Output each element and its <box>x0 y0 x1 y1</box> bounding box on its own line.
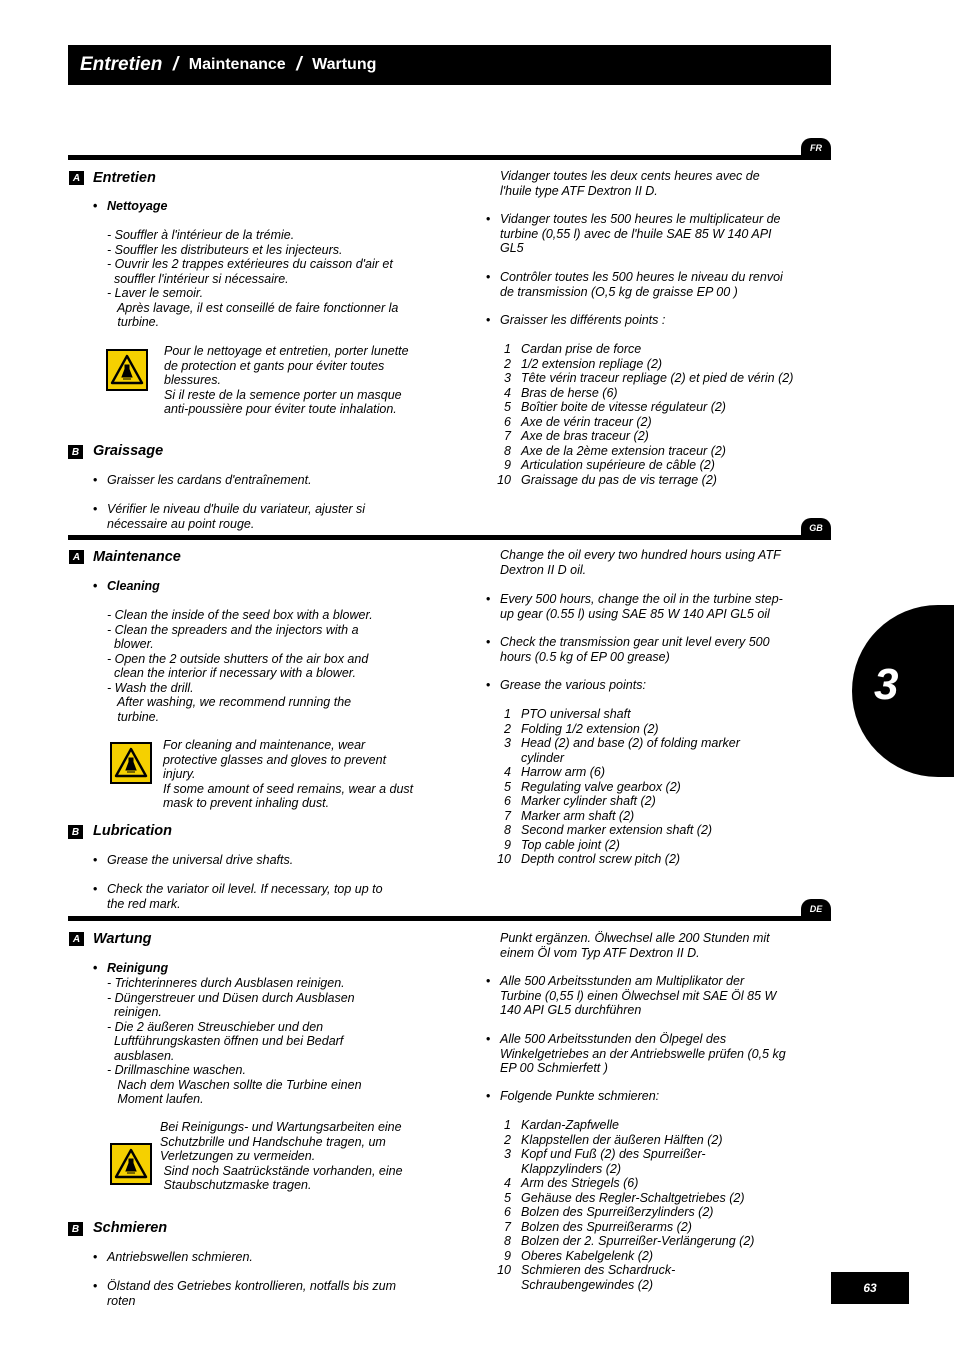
cleaning-step-line: turbine. <box>107 315 160 329</box>
grease-point-number: 3 <box>504 736 511 750</box>
bullet-text: Vérifier le niveau d'huile du variateur, ajuster si <box>107 502 366 516</box>
section-title-b: Graissage <box>93 443 164 459</box>
grease-point-number: 5 <box>504 400 511 414</box>
cleaning-step-line: - Laver le semoir. <box>107 286 204 300</box>
maintenance-bullet-line <box>486 1047 816 1062</box>
grease-point-item <box>495 1191 815 1206</box>
cleaning-step-line: Nach dem Waschen sollte die Turbine einen <box>107 1077 362 1092</box>
grease-point-item <box>495 823 815 838</box>
grease-point-label: Axe de la 2ème extension traceur (2) <box>521 443 726 458</box>
subsection-label: Cleaning <box>107 579 160 593</box>
grease-point-label: Arm des Striegels (6) <box>521 1176 639 1190</box>
grease-point-label: Axe de bras traceur (2) <box>521 429 649 443</box>
maintenance-bullet-line <box>486 607 816 622</box>
warning-triangle-icon <box>110 1143 152 1185</box>
grease-point-label: Schraubengewindes (2) <box>521 1277 654 1292</box>
maintenance-bullet-line <box>486 974 816 989</box>
grease-point-label: Depth control screw pitch (2) <box>521 852 681 866</box>
bullet-dot <box>486 989 500 1004</box>
grease-point-item <box>495 1176 815 1191</box>
bullet-text: Check the variator oil level. If necessary, top up to <box>107 882 383 896</box>
header-title-gb: Maintenance <box>188 56 286 73</box>
grease-point-label: Top cable joint (2) <box>521 837 620 852</box>
cleaning-step-line: - Die 2 äußeren Streuschieber und den <box>107 1019 324 1034</box>
warning-text-line: injury. <box>163 767 196 781</box>
grease-point-number: 8 <box>504 823 511 837</box>
section-rule <box>68 916 831 921</box>
grease-point-item <box>495 1220 815 1235</box>
grease-point-number: 4 <box>504 385 511 400</box>
grease-point-label: Bolzen der 2. Spurreißer-Verlängerung (2) <box>521 1234 755 1248</box>
bullet-dot: • <box>486 678 491 692</box>
grease-point-number: 4 <box>504 1176 511 1190</box>
warning-text-line: de protection et gants pour éviter toutes <box>164 358 385 373</box>
maintenance-bullet-line <box>486 635 816 650</box>
lubrication-bullet-line <box>93 1279 433 1294</box>
cleaning-step-line: - Düngerstreuer und Düsen durch Ausblasen <box>107 990 355 1005</box>
maintenance-bullet-line <box>486 650 816 665</box>
chapter-number: 3 <box>874 660 899 709</box>
section-letter-b: B <box>68 445 83 459</box>
grease-point-number: 3 <box>504 1147 511 1161</box>
section-title-b: Lubrication <box>93 823 172 839</box>
bullet-text: Alle 500 Arbeitsstunden am Multiplikator der <box>500 974 745 988</box>
bullet-text: Check the transmission gear unit level every 500 <box>500 635 770 649</box>
grease-point-number: 7 <box>504 429 511 443</box>
grease-points-bullet <box>486 1089 816 1104</box>
bullet-dot: • <box>93 502 98 516</box>
maintenance-bullet-line <box>486 989 816 1004</box>
cleaning-step-line: reinigen. <box>107 1005 162 1019</box>
cleaning-step-line: - Trichterinneres durch Ausblasen reinigen. <box>107 976 345 990</box>
section-letter-a: A <box>69 932 84 946</box>
grease-point-number: 1 <box>504 707 511 721</box>
cleaning-step-line: Luftführungskasten öffnen und bei Bedarf <box>107 1034 344 1048</box>
bullet-dot: • <box>486 313 491 327</box>
maintenance-bullet-line <box>486 270 816 285</box>
lubrication-bullet-line <box>93 1294 433 1309</box>
section-title-a: Wartung <box>93 931 152 947</box>
cleaning-step-line: blower. <box>107 637 154 651</box>
grease-point-number: 5 <box>504 1190 511 1205</box>
warning-text-line: Sind noch Saatrückstände vorhanden, eine <box>160 1163 403 1178</box>
cleaning-step-line: - Clean the inside of the seed box with a blower. <box>107 608 373 622</box>
grease-point-label: PTO universal shaft <box>521 707 631 721</box>
warning-triangle-icon <box>110 742 152 784</box>
chapter-tab <box>852 605 954 777</box>
warning-text-line: anti-poussière pour éviter toute inhalation. <box>164 402 397 416</box>
section-letter-b: B <box>68 1222 83 1236</box>
grease-points-bullet <box>486 678 816 693</box>
bullet-dot <box>93 517 107 532</box>
grease-point-number: 2 <box>504 1132 511 1147</box>
grease-point-label: Boîtier boite de vitesse régulateur (2) <box>521 400 726 414</box>
grease-point-item <box>495 1263 815 1278</box>
grease-point-number: 6 <box>504 794 511 808</box>
grease-point-label: cylinder <box>521 750 565 765</box>
cleaning-step-line: Moment laufen. <box>107 1092 204 1106</box>
grease-point-item <box>495 809 815 824</box>
bullet-text: EP 00 Schmierfett ) <box>500 1061 608 1075</box>
bullet-text: Winkelgetriebes an der Antriebswelle prüfen (0,5 kg <box>500 1046 786 1061</box>
grease-point-item <box>495 415 815 430</box>
grease-point-label: Bolzen des Spurreißerzylinders (2) <box>521 1205 714 1219</box>
bullet-text: Vidanger toutes les 500 heures le multiplicateur de <box>500 212 781 226</box>
bullet-dot <box>486 607 500 622</box>
warning-text-line: Bei Reinigungs- und Wartungsarbeiten eine <box>160 1120 402 1134</box>
cleaning-step-line: - Souffler les distributeurs et les injecteurs. <box>107 242 343 257</box>
grease-point-number: 8 <box>504 443 511 458</box>
lubrication-bullet-line <box>93 502 433 517</box>
grease-point-label: Folding 1/2 extension (2) <box>521 721 659 736</box>
lubrication-bullet-line <box>93 882 433 897</box>
grease-point-item <box>495 1205 815 1220</box>
bullet-dot <box>486 650 500 665</box>
grease-point-item <box>495 342 815 357</box>
grease-point-label: Axe de vérin traceur (2) <box>521 414 652 429</box>
warning-triangle-icon <box>106 349 148 391</box>
bullet-text: Contrôler toutes les 500 heures le niveau du renvoi <box>500 270 783 284</box>
grease-point-number <box>495 1162 521 1177</box>
grease-point-label: Oberes Kabelgelenk (2) <box>521 1248 654 1263</box>
grease-point-label: 1/2 extension repliage (2) <box>521 356 663 371</box>
grease-point-number: 8 <box>504 1234 511 1248</box>
grease-point-item <box>495 722 815 737</box>
section-letter-b: B <box>68 825 83 839</box>
oil-change-intro-line: einem Öl vom Typ ATF Dextron II D. <box>500 945 700 960</box>
cleaning-step-line: - Open the 2 outside shutters of the air box and <box>107 651 369 666</box>
lubrication-bullet <box>93 1250 433 1265</box>
grease-point-item <box>495 1234 815 1249</box>
subsection-title <box>93 579 423 594</box>
grease-point-item <box>495 852 815 867</box>
bullet-text: Ölstand des Getriebes kontrollieren, notfalls bis zum <box>107 1279 397 1293</box>
lubrication-bullet-line <box>93 517 433 532</box>
grease-point-item <box>495 707 815 722</box>
maintenance-bullet-line <box>486 285 816 300</box>
bullet-text: GL5 <box>500 241 524 255</box>
oil-change-intro-line: l'huile type ATF Dextron II D. <box>500 183 658 198</box>
grease-points-bullet <box>486 313 816 328</box>
grease-point-item <box>495 1249 815 1264</box>
bullet-dot: • <box>93 473 98 487</box>
section-rule <box>68 155 831 160</box>
cleaning-step-line: Après lavage, il est conseillé de faire fonctionner la <box>107 300 399 315</box>
bullet-dot: • <box>93 1250 98 1264</box>
grease-point-item <box>495 444 815 459</box>
oil-change-intro-line: Punkt ergänzen. Ölwechsel alle 200 Stunden mit <box>500 931 770 945</box>
grease-point-label: Bolzen des Spurreißerarms (2) <box>521 1219 692 1234</box>
grease-point-label: Regulating valve gearbox (2) <box>521 779 681 794</box>
grease-point-item <box>495 1118 815 1133</box>
grease-point-item <box>495 357 815 372</box>
bullet-dot: • <box>486 270 491 284</box>
bullet-text: Graisser les cardans d'entraînement. <box>107 473 312 487</box>
page-number: 63 <box>831 1272 909 1304</box>
bullet-dot <box>486 1061 500 1076</box>
grease-point-number: 5 <box>504 779 511 794</box>
grease-point-label: Klappzylinders (2) <box>521 1161 622 1176</box>
bullet-text: Every 500 hours, change the oil in the turbine step- <box>500 592 783 606</box>
cleaning-step-line: - Wash the drill. <box>107 680 194 695</box>
cleaning-step-line: - Ouvrir les 2 trappes extérieures du caisson d'air et <box>107 257 393 271</box>
header-bar <box>68 45 831 85</box>
oil-change-intro-line: Vidanger toutes les deux cents heures avec de <box>500 169 760 183</box>
grease-point-label: Second marker extension shaft (2) <box>521 823 713 837</box>
language-tab-fr: FR <box>801 138 831 158</box>
grease-point-item <box>495 1133 815 1148</box>
grease-point-number: 1 <box>504 1118 511 1132</box>
grease-point-number: 2 <box>504 721 511 736</box>
grease-point-number: 1 <box>504 342 511 356</box>
grease-point-number: 6 <box>504 414 511 429</box>
cleaning-step-line: - Drillmaschine waschen. <box>107 1063 246 1077</box>
maintenance-bullet-line <box>486 212 816 227</box>
grease-point-label: Kardan-Zapfwelle <box>521 1118 619 1132</box>
grease-point-label: Head (2) and base (2) of folding marker <box>521 736 740 750</box>
warning-text-line: Verletzungen zu vermeiden. <box>160 1149 316 1163</box>
bullet-dot <box>93 1294 107 1309</box>
grease-point-number: 7 <box>504 808 511 823</box>
grease-point-item <box>495 838 815 853</box>
oil-change-intro-line: Dextron II D oil. <box>500 562 587 577</box>
warning-text-line: protective glasses and gloves to prevent <box>163 752 387 767</box>
grease-point-number: 6 <box>504 1205 511 1219</box>
subsection-title <box>93 961 423 976</box>
bullet-dot <box>486 1003 500 1018</box>
bullet-dot: • <box>93 961 98 975</box>
bullet-dot: • <box>486 212 491 226</box>
grease-point-number <box>495 751 521 766</box>
subsection-title <box>93 199 423 214</box>
bullet-text: Turbine (0,55 l) einen Ölwechsel mit SAE Öl 85 W <box>500 988 777 1003</box>
bullet-text: Antriebswellen schmieren. <box>107 1250 253 1264</box>
bullet-dot: • <box>93 199 98 213</box>
grease-point-number: 4 <box>504 765 511 779</box>
bullet-text: de transmission (O,5 kg de graisse EP 00 ) <box>500 284 738 299</box>
grease-point-item <box>495 458 815 473</box>
grease-point-item <box>495 751 815 766</box>
maintenance-bullet-line <box>486 227 816 242</box>
header-separator: / <box>296 54 302 75</box>
cleaning-step-line: - Souffler à l'intérieur de la trémie. <box>107 228 295 242</box>
warning-text-line: For cleaning and maintenance, wear <box>163 738 366 752</box>
grease-point-number: 9 <box>504 458 511 472</box>
cleaning-step-line: clean the interior if necessary with a blower. <box>107 666 356 680</box>
cleaning-step-line: - Clean the spreaders and the injectors with a <box>107 622 359 637</box>
cleaning-step-line: After washing, we recommend running the <box>107 695 352 709</box>
maintenance-bullet-line <box>486 1032 816 1047</box>
bullet-dot: • <box>93 882 98 896</box>
maintenance-bullet-line <box>486 1061 816 1076</box>
warning-text-line: blessures. <box>164 373 221 387</box>
bullet-text: hours (0.5 kg of EP 00 grease) <box>500 649 670 664</box>
grease-point-label: Gehäuse des Regler-Schaltgetriebes (2) <box>521 1190 745 1205</box>
section-letter-a: A <box>69 550 84 564</box>
grease-point-label: Tête vérin traceur repliage (2) et pied de vérin (2) <box>521 371 794 385</box>
bullet-text: Grease the various points: <box>500 678 646 692</box>
grease-point-label: Kopf und Fuß (2) des Spurreißer- <box>521 1147 706 1161</box>
maintenance-bullet-line <box>486 1003 816 1018</box>
bullet-text: Grease the universal drive shafts. <box>107 853 294 867</box>
grease-point-item <box>495 794 815 809</box>
grease-point-label: Cardan prise de force <box>521 342 642 356</box>
subsection-label: Reinigung <box>107 961 169 975</box>
section-title-a: Entretien <box>93 170 156 186</box>
bullet-dot: • <box>486 974 491 988</box>
bullet-text: Alle 500 Arbeitsstunden den Ölpegel des <box>500 1032 727 1046</box>
cleaning-step-line: ausblasen. <box>107 1048 175 1063</box>
bullet-dot: • <box>486 1032 491 1046</box>
oil-change-intro-line: Change the oil every two hundred hours using ATF <box>500 548 781 562</box>
grease-point-number: 9 <box>504 1248 511 1263</box>
section-title-a: Maintenance <box>93 549 181 565</box>
maintenance-bullet-line <box>486 592 816 607</box>
grease-point-item <box>495 371 815 386</box>
grease-point-number: 10 <box>497 472 511 487</box>
bullet-dot: • <box>486 592 491 606</box>
grease-point-item <box>495 780 815 795</box>
warning-text-line: Schutzbrille und Handschuhe tragen, um <box>160 1134 386 1149</box>
warning-text-line: Si il reste de la semence porter un masque <box>164 387 402 402</box>
header-separator: / <box>172 54 179 75</box>
bullet-dot <box>93 897 107 912</box>
maintenance-bullet-line <box>486 241 816 256</box>
grease-point-number: 10 <box>497 1263 511 1277</box>
grease-point-label: Articulation supérieure de câble (2) <box>521 458 715 472</box>
grease-point-label: Graissage du pas de vis terrage (2) <box>521 472 717 487</box>
section-title-b: Schmieren <box>93 1220 168 1236</box>
grease-point-item <box>495 736 815 751</box>
grease-point-item <box>495 1162 815 1177</box>
grease-point-number: 3 <box>504 371 511 385</box>
subsection-label: Nettoyage <box>107 199 168 213</box>
grease-point-number: 7 <box>504 1219 511 1234</box>
grease-point-number: 10 <box>497 852 511 866</box>
grease-point-label: Bras de herse (6) <box>521 385 618 400</box>
bullet-dot: • <box>93 853 98 867</box>
bullet-text: nécessaire au point rouge. <box>107 516 255 531</box>
lubrication-bullet <box>93 853 433 868</box>
header-title-de: Wartung <box>312 56 377 73</box>
bullet-text: roten <box>107 1293 136 1308</box>
bullet-dot <box>486 285 500 300</box>
bullet-text: Folgende Punkte schmieren: <box>500 1089 660 1103</box>
warning-text-line: mask to prevent inhaling dust. <box>163 796 330 810</box>
grease-point-item <box>495 400 815 415</box>
bullet-text: turbine (0,55 l) avec de l'huile SAE 85 W 140 API <box>500 226 772 241</box>
grease-point-item <box>495 1278 815 1293</box>
grease-point-item <box>495 1147 815 1162</box>
bullet-dot: • <box>486 1089 491 1103</box>
grease-point-label: Schmieren des Schardruck- <box>521 1263 676 1277</box>
section-letter-a: A <box>69 171 84 185</box>
grease-point-label: Harrow arm (6) <box>521 765 606 779</box>
warning-text-line: If some amount of seed remains, wear a dust <box>163 781 414 796</box>
lubrication-bullet <box>93 473 433 488</box>
grease-point-label: Klappstellen der äußeren Hälften (2) <box>521 1132 723 1147</box>
bullet-dot: • <box>93 579 98 593</box>
grease-point-item <box>495 429 815 444</box>
cleaning-step-line: turbine. <box>107 709 160 724</box>
bullet-dot: • <box>93 1279 98 1293</box>
header-title-fr: Entretien <box>80 54 163 75</box>
grease-point-number: 2 <box>504 356 511 371</box>
grease-point-number <box>495 1278 521 1293</box>
grease-point-item <box>495 765 815 780</box>
grease-point-item <box>495 473 815 488</box>
bullet-text: 140 API GL5 durchführen <box>500 1003 642 1017</box>
grease-point-label: Marker cylinder shaft (2) <box>521 794 656 808</box>
grease-point-item <box>495 386 815 401</box>
language-tab-gb: GB <box>801 518 831 538</box>
bullet-dot <box>486 1047 500 1062</box>
language-tab-de: DE <box>801 899 831 919</box>
lubrication-bullet-line <box>93 897 433 912</box>
grease-point-label: Marker arm shaft (2) <box>521 808 635 823</box>
bullet-dot <box>486 241 500 256</box>
bullet-text: the red mark. <box>107 896 181 911</box>
warning-text-line: Pour le nettoyage et entretien, porter lunette <box>164 344 409 358</box>
bullet-dot <box>486 227 500 242</box>
section-rule <box>68 535 831 540</box>
bullet-text: Graisser les différents points : <box>500 313 666 327</box>
grease-point-number: 9 <box>504 837 511 852</box>
cleaning-step-line: souffler l'intérieur si nécessaire. <box>107 271 289 286</box>
bullet-dot: • <box>486 635 491 649</box>
bullet-text: up gear (0.55 l) using SAE 85 W 140 API GL5 oil <box>500 606 770 621</box>
warning-text-line: Staubschutzmaske tragen. <box>160 1178 312 1192</box>
